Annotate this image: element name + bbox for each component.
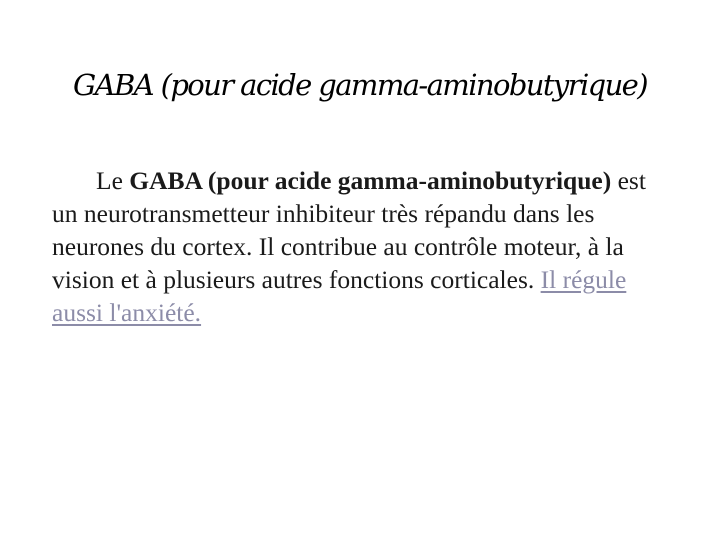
paragraph-term: GABA (pour acide gamma-aminobutyrique) — [129, 166, 612, 195]
slide-title: GABA (pour acide gamma-aminobutyrique) — [73, 68, 647, 102]
anxiety-link[interactable]: Il régule aussi l'anxiété. — [52, 265, 627, 327]
paragraph-lead: Le — [96, 166, 123, 195]
slide-body-paragraph — [52, 164, 672, 329]
paragraph-text: est un neurotransmetteur inhibiteur très répandu dans les neurones du cortex. Il contribue au contrôle moteur, à la vision et à plusieurs autres fonctions corticales. — [52, 166, 646, 294]
